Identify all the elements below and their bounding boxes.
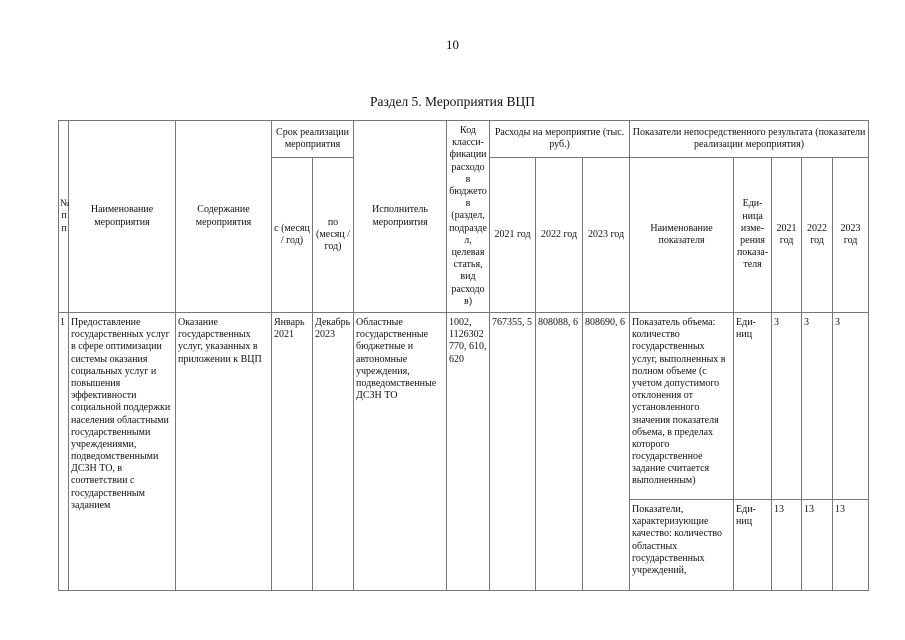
- header-period: Срок реализации мероприятия: [272, 121, 354, 158]
- cell-indicator-name: Показатель объема: количество государственных услуг, выполненных в полном объеме (с учетом допустимого отклонения от установленного значения показателя объема, в пределах которого государственное задание считается выполненным): [630, 313, 734, 500]
- activities-table: [58, 120, 869, 591]
- header-exp-2023: 2023 год: [583, 158, 630, 313]
- cell-period-from: Январь 2021: [272, 313, 313, 591]
- header-exp-2022: 2022 год: [536, 158, 583, 313]
- activities-table-wrap: [58, 120, 869, 588]
- cell-indicator-2023: 13: [833, 500, 869, 591]
- header-indicator-name: Наименование показателя: [630, 158, 734, 313]
- header-indicator-2023: 2023 год: [833, 158, 869, 313]
- header-period-to: по (месяц / год): [313, 158, 354, 313]
- cell-indicator-name: Показатели, характеризующие качество: количество областных государственных учреждений,: [630, 500, 734, 591]
- cell-indicator-2022: 13: [802, 500, 833, 591]
- cell-period-to: Декабрь 2023: [313, 313, 354, 591]
- cell-indicator-unit: Еди-ниц: [734, 313, 772, 500]
- header-code: Код класси-фикации расходо в бюджето в (раздел, подразде л, целевая статья, вид расходо в): [447, 121, 490, 313]
- header-content: Содержание мероприятия: [176, 121, 272, 313]
- header-indicator-2022: 2022 год: [802, 158, 833, 313]
- cell-indicator-unit: Еди-ниц: [734, 500, 772, 591]
- header-executor: Исполнитель мероприятия: [354, 121, 447, 313]
- cell-indicator-2021: 3: [772, 313, 802, 500]
- header-exp-2021: 2021 год: [490, 158, 536, 313]
- cell-expense-2021: 767355, 5: [490, 313, 536, 591]
- cell-num: 1: [59, 313, 69, 591]
- header-indicator-unit: Еди-ница изме-рения показа-теля: [734, 158, 772, 313]
- cell-activity-content: Оказание государственных услуг, указанных в приложении к ВЦП: [176, 313, 272, 591]
- header-num: № п п: [59, 121, 69, 313]
- cell-budget-code: 1002, 1126302 770, 610, 620: [447, 313, 490, 591]
- page-number: 10: [446, 37, 459, 52]
- header-period-from: с (месяц / год): [272, 158, 313, 313]
- cell-indicator-2022: 3: [802, 313, 833, 500]
- header-indicator-2021: 2021 год: [772, 158, 802, 313]
- cell-executor: Областные государственные бюджетные и автономные учреждения, подведомственные ДСЗН ТО: [354, 313, 447, 591]
- cell-expense-2023: 808690, 6: [583, 313, 630, 591]
- header-name: Наименование мероприятия: [69, 121, 176, 313]
- table-row: [59, 313, 869, 500]
- cell-expense-2022: 808088, 6: [536, 313, 583, 591]
- header-indicators: Показатели непосредственного результата (показатели реализации мероприятия): [630, 121, 869, 158]
- section-title: Раздел 5. Мероприятия ВЦП: [370, 94, 535, 109]
- cell-indicator-2023: 3: [833, 313, 869, 500]
- cell-activity-name: Предоставление государственных услуг в сфере оптимизации системы оказания социальных услуг и повышения эффективности социальной поддержки населения областными государственными учреждениями, подведомственными ДСЗН ТО, в соответствии с государственным заданием: [69, 313, 176, 591]
- header-row-1: [59, 121, 869, 158]
- cell-indicator-2021: 13: [772, 500, 802, 591]
- header-expenses: Расходы на мероприятие (тыс. руб.): [490, 121, 630, 158]
